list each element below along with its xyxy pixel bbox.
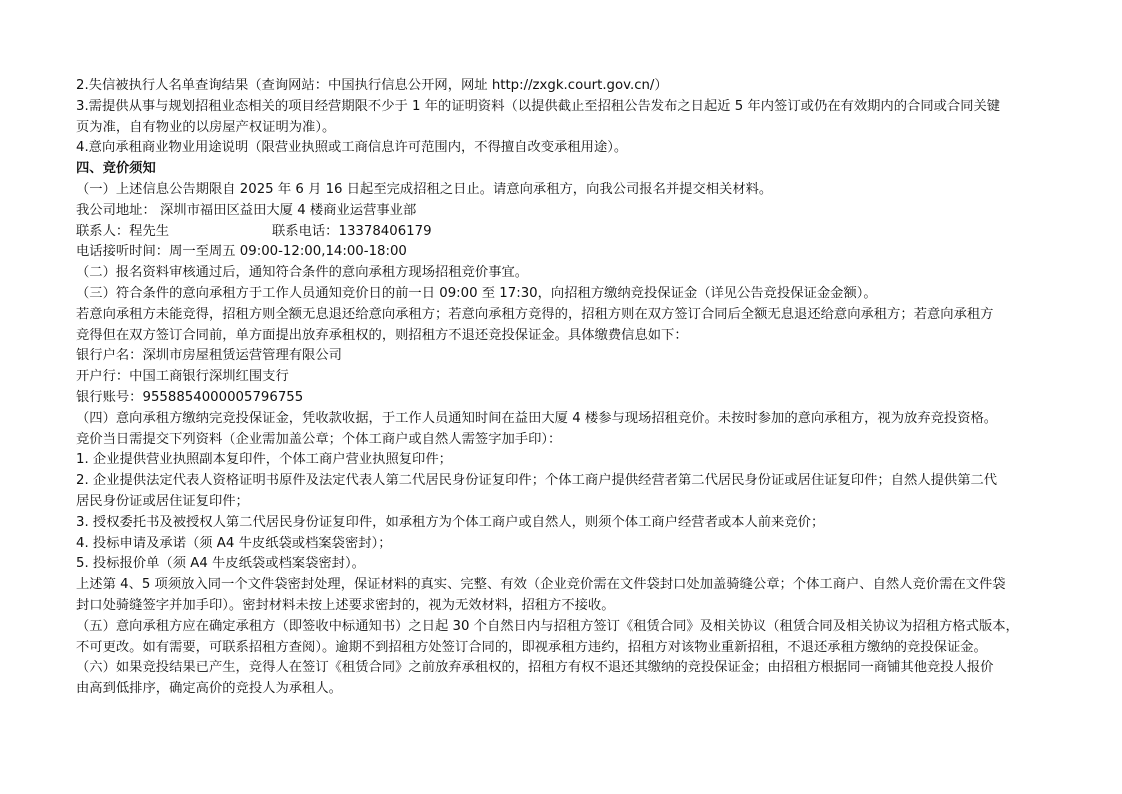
text-line: 2.失信被执行人名单查询结果（查询网站：中国执行信息公开网，网址 http://zxgk.court.gov.cn/） — [76, 78, 668, 93]
text-line: 竞得但在双方签订合同前，单方面提出放弃承租权的，则招租方不退还竞投保证金。具体缴费信息如下： — [76, 327, 688, 343]
text-line: （二）报名资料审核通过后，通知符合条件的意向承租方现场招租竞价事宜。 — [76, 265, 529, 281]
text-line: 我公司地址： 深圳市福田区益田大厦 4 楼商业运营事业部 — [76, 202, 417, 218]
text-line: 3.需提供从事与规划招租业态相关的项目经营期限不少于 1 年的证明资料（以提供截止至招租公告发布之日起近 5 年内签订或仍在有效期内的合同或合同关键 — [76, 98, 1001, 114]
text-line: （一）上述信息公告期限自 2025 年 6 月 16 日起至完成招租之日止。请意向承租方，向我公司报名并提交相关材料。 — [76, 181, 773, 197]
document-page — [76, 76, 1056, 700]
text-line: 页为准，自有物业的以房屋产权证明为准）。 — [76, 119, 336, 135]
text-line: 银行户名：深圳市房屋租赁运营管理有限公司 — [76, 348, 342, 364]
text-line: 3. 授权委托书及被授权人第二代居民身份证复印件，如承租方为个体工商户或自然人，则须个体工商户经营者或本人前来竞价； — [76, 514, 825, 530]
text-line: （四）意向承租方缴纳完竞投保证金，凭收款收据，于工作人员通知时间在益田大厦 4 楼参与现场招租竞价。未按时参加的意向承租方，视为放弃竞投资格。 — [76, 410, 998, 426]
contact-person: 联系人：程先生 — [76, 223, 170, 239]
contact-line — [76, 222, 1056, 243]
text-line: 1. 企业提供营业执照副本复印件，个体工商户营业执照复印件； — [76, 452, 452, 468]
text-line: 4. 投标申请及承诺（须 A4 牛皮纸袋或档案袋密封）； — [76, 535, 392, 551]
text-line: 不可更改。如有需要，可联系招租方查阅）。逾期不到招租方处签订合同的，即视承租方违约，招租方对该物业重新招租，不退还承租方缴纳的竞投保证金。 — [76, 639, 987, 655]
contact-phone: 联系电话：13378406179 — [272, 223, 432, 239]
text-line: 5. 投标报价单（须 A4 牛皮纸袋或档案袋密封）。 — [76, 556, 365, 572]
text-line: 开户行：中国工商银行深圳红围支行 — [76, 369, 289, 385]
text-line: 封口处骑缝签字并加手印）。密封材料未按上述要求密封的，视为无效材料，招租方不接收。 — [76, 597, 615, 613]
text-line: （六）如果竞投结果已产生，竞得人在签订《租赁合同》之前放弃承租权的，招租方有权不退还其缴纳的竞投保证金；由招租方根据同一商铺其他竞投人报价 — [76, 660, 994, 676]
section-heading: 四、竞价须知 — [76, 161, 156, 177]
text-line: （三）符合条件的意向承租方于工作人员通知竞价日的前一日 09:00 至 17:30，向招租方缴纳竞投保证金（详见公告竞投保证金金额）。 — [76, 285, 877, 301]
text-line: 上述第 4、5 项须放入同一个文件袋密封处理，保证材料的真实、完整、有效（企业竞价需在文件袋封口处加盖骑缝公章；个体工商户、自然人竞价需在文件袋 — [76, 577, 1006, 593]
text-line: 若意向承租方未能竞得，招租方则全额无息退还给意向承租方；若意向承租方竞得的，招租方则在双方签订合同后全额无息退还给意向承租方；若意向承租方 — [76, 306, 994, 322]
text-line: 竞价当日需提交下列资料（企业需加盖公章；个体工商户或自然人需签字加手印）： — [76, 431, 562, 447]
text-line: 电话接听时间：周一至周五 09:00-12:00,14:00-18:00 — [76, 244, 407, 260]
text-line: 2. 企业提供法定代表人资格证明书原件及法定代表人第二代居民身份证复印件；个体工商户提供经营者第二代居民身份证或居住证复印件；自然人提供第二代 — [76, 473, 998, 489]
text-line: 居民身份证或居住证复印件； — [76, 493, 249, 509]
text-line: 银行账号：9558854000005796755 — [76, 389, 304, 405]
text-line: （五）意向承租方应在确定承租方（即签收中标通知书）之日起 30 个自然日内与招租方签订《租赁合同》及相关协议（租赁合同及相关协议为招租方格式版本， — [76, 618, 1019, 634]
text-line: 4.意向承租商业物业用途说明（限营业执照或工商信息许可范围内，不得擅自改变承租用途）。 — [76, 140, 628, 156]
text-line: 由高到低排序，确定高价的竞投人为承租人。 — [76, 681, 342, 697]
